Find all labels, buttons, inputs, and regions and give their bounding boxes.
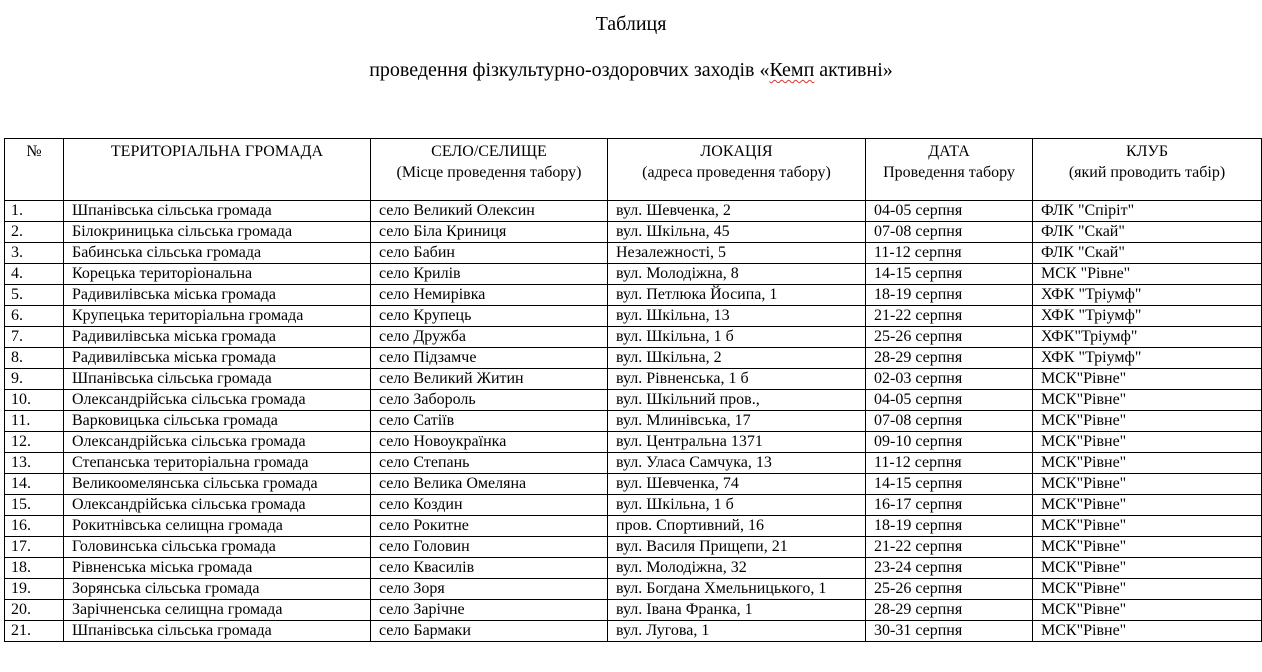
cell-date: 21-22 серпня (866, 537, 1033, 558)
cell-club: МСК"Рівне" (1033, 516, 1262, 537)
cell-club: ХФК "Тріумф" (1033, 348, 1262, 369)
cell-date: 30-31 серпня (866, 621, 1033, 642)
cell-community: Радивилівська міська громада (64, 327, 371, 348)
cell-date: 09-10 серпня (866, 432, 1033, 453)
table-row (5, 348, 1262, 369)
cell-club: ФЛК "Скай" (1033, 222, 1262, 243)
cell-location: вул. Василя Прищепи, 21 (608, 537, 866, 558)
cell-location: Незалежності, 5 (608, 243, 866, 264)
cell-number: 4. (5, 264, 64, 285)
cell-community: Шпанівська сільська громада (64, 201, 371, 222)
cell-number: 14. (5, 474, 64, 495)
cell-date: 04-05 серпня (866, 390, 1033, 411)
cell-community: Олександрійська сільська громада (64, 390, 371, 411)
cell-community: Радивилівська міська громада (64, 285, 371, 306)
cell-number: 15. (5, 495, 64, 516)
cell-number: 8. (5, 348, 64, 369)
cell-number: 20. (5, 600, 64, 621)
cell-location: вул. Шкільна, 1 б (608, 327, 866, 348)
cell-village: село Зарічне (371, 600, 608, 621)
cell-location: вул. Уласа Самчука, 13 (608, 453, 866, 474)
cell-community: Шпанівська сільська громада (64, 621, 371, 642)
cell-date: 02-03 серпня (866, 369, 1033, 390)
cell-date: 18-19 серпня (866, 285, 1033, 306)
cell-club: МСК"Рівне" (1033, 621, 1262, 642)
cell-community: Радивилівська міська громада (64, 348, 371, 369)
cell-date: 28-29 серпня (866, 600, 1033, 621)
cell-date: 07-08 серпня (866, 411, 1033, 432)
cell-number: 5. (5, 285, 64, 306)
cell-location: вул. Богдана Хмельницького, 1 (608, 579, 866, 600)
cell-community: Степанська територіальна громада (64, 453, 371, 474)
cell-village: село Крупець (371, 306, 608, 327)
cell-location: вул. Шкільна, 13 (608, 306, 866, 327)
table-row (5, 222, 1262, 243)
header-date: ДАТА Проведення табору (866, 139, 1033, 201)
cell-location: вул. Шкільна, 1 б (608, 495, 866, 516)
cell-location: вул. Шевченка, 2 (608, 201, 866, 222)
cell-location: вул. Рівненська, 1 б (608, 369, 866, 390)
cell-community: Рокитнівська селищна громада (64, 516, 371, 537)
cell-date: 16-17 серпня (866, 495, 1033, 516)
cell-date: 14-15 серпня (866, 264, 1033, 285)
cell-club: МСК"Рівне" (1033, 495, 1262, 516)
cell-location: вул. Івана Франка, 1 (608, 600, 866, 621)
table-row (5, 600, 1262, 621)
cell-location: вул. Млинівська, 17 (608, 411, 866, 432)
table-row (5, 243, 1262, 264)
cell-number: 7. (5, 327, 64, 348)
cell-club: МСК"Рівне" (1033, 537, 1262, 558)
cell-community: Олександрійська сільська громада (64, 432, 371, 453)
cell-date: 21-22 серпня (866, 306, 1033, 327)
cell-village: село Крилів (371, 264, 608, 285)
cell-village: село Новоукраїнка (371, 432, 608, 453)
cell-village: село Великий Житин (371, 369, 608, 390)
table-row (5, 579, 1262, 600)
cell-number: 11. (5, 411, 64, 432)
cell-number: 18. (5, 558, 64, 579)
cell-village: село Дружба (371, 327, 608, 348)
cell-location: пров. Спортивний, 16 (608, 516, 866, 537)
cell-number: 12. (5, 432, 64, 453)
header-club: КЛУБ (який проводить табір) (1033, 139, 1262, 201)
cell-location: вул. Шевченка, 74 (608, 474, 866, 495)
cell-community: Рівненська міська громада (64, 558, 371, 579)
cell-community: Білокриницька сільська громада (64, 222, 371, 243)
cell-club: МСК"Рівне" (1033, 558, 1262, 579)
cell-community: Шпанівська сільська громада (64, 369, 371, 390)
cell-community: Великоомелянська сільська громада (64, 474, 371, 495)
cell-village: село Рокитне (371, 516, 608, 537)
cell-village: село Бабин (371, 243, 608, 264)
table-row (5, 390, 1262, 411)
cell-village: село Степань (371, 453, 608, 474)
table-row (5, 432, 1262, 453)
cell-date: 25-26 серпня (866, 579, 1033, 600)
header-community: ТЕРИТОРІАЛЬНА ГРОМАДА (64, 139, 371, 201)
cell-club: МСК "Рівне" (1033, 264, 1262, 285)
cell-club: ФЛК "Скай" (1033, 243, 1262, 264)
cell-village: село Забороль (371, 390, 608, 411)
cell-club: ХФК "Тріумф" (1033, 306, 1262, 327)
table-row (5, 369, 1262, 390)
table-row (5, 537, 1262, 558)
cell-date: 25-26 серпня (866, 327, 1033, 348)
cell-location: вул. Шкільна, 45 (608, 222, 866, 243)
cell-date: 11-12 серпня (866, 453, 1033, 474)
table-row (5, 411, 1262, 432)
cell-club: МСК"Рівне" (1033, 369, 1262, 390)
cell-club: ХФК "Тріумф" (1033, 285, 1262, 306)
cell-village: село Головин (371, 537, 608, 558)
table-row (5, 201, 1262, 222)
cell-club: ФЛК "Спіріт" (1033, 201, 1262, 222)
cell-village: село Коздин (371, 495, 608, 516)
table-row (5, 264, 1262, 285)
table-header-row (5, 139, 1262, 201)
cell-location: вул. Шкільний пров., (608, 390, 866, 411)
cell-number: 9. (5, 369, 64, 390)
cell-club: МСК"Рівне" (1033, 579, 1262, 600)
cell-date: 04-05 серпня (866, 201, 1033, 222)
cell-community: Зарічненська селищна громада (64, 600, 371, 621)
cell-village: село Підзамче (371, 348, 608, 369)
cell-community: Крупецька територіальна громада (64, 306, 371, 327)
cell-village: село Сатіїв (371, 411, 608, 432)
cell-location: вул. Лугова, 1 (608, 621, 866, 642)
cell-number: 1. (5, 201, 64, 222)
header-village: СЕЛО/СЕЛИЩЕ (Місце проведення табору) (371, 139, 608, 201)
cell-community: Головинська сільська громада (64, 537, 371, 558)
cell-date: 07-08 серпня (866, 222, 1033, 243)
header-number: № (5, 139, 64, 201)
cell-community: Варковицька сільська громада (64, 411, 371, 432)
header-location: ЛОКАЦІЯ (адреса проведення табору) (608, 139, 866, 201)
cell-community: Корецька територіональна (64, 264, 371, 285)
cell-village: село Зоря (371, 579, 608, 600)
cell-number: 3. (5, 243, 64, 264)
cell-community: Бабинська сільська громада (64, 243, 371, 264)
cell-location: вул. Молодіжна, 8 (608, 264, 866, 285)
table-row (5, 516, 1262, 537)
cell-date: 11-12 серпня (866, 243, 1033, 264)
subtitle-suffix: активні» (814, 59, 893, 81)
document-title: Таблиця (595, 13, 667, 35)
table-row (5, 306, 1262, 327)
subtitle-highlight: Кемп (769, 59, 815, 81)
cell-club: МСК"Рівне" (1033, 411, 1262, 432)
cell-number: 13. (5, 453, 64, 474)
cell-club: МСК"Рівне" (1033, 600, 1262, 621)
table-row (5, 621, 1262, 642)
cell-village: село Квасилів (371, 558, 608, 579)
camps-table (4, 138, 1262, 642)
cell-club: МСК"Рівне" (1033, 474, 1262, 495)
cell-date: 18-19 серпня (866, 516, 1033, 537)
cell-number: 16. (5, 516, 64, 537)
table-row (5, 495, 1262, 516)
cell-community: Олександрійська сільська громада (64, 495, 371, 516)
cell-location: вул. Петлюка Йосипа, 1 (608, 285, 866, 306)
table-row (5, 327, 1262, 348)
cell-date: 28-29 серпня (866, 348, 1033, 369)
table-row (5, 558, 1262, 579)
cell-number: 19. (5, 579, 64, 600)
cell-village: село Біла Криниця (371, 222, 608, 243)
cell-club: МСК"Рівне" (1033, 390, 1262, 411)
cell-date: 14-15 серпня (866, 474, 1033, 495)
cell-number: 10. (5, 390, 64, 411)
cell-community: Зорянська сільська громада (64, 579, 371, 600)
cell-village: село Велика Омеляна (371, 474, 608, 495)
cell-location: вул. Молодіжна, 32 (608, 558, 866, 579)
table-row (5, 474, 1262, 495)
cell-club: МСК"Рівне" (1033, 453, 1262, 474)
cell-village: село Великий Олексин (371, 201, 608, 222)
cell-club: ХФК"Тріумф" (1033, 327, 1262, 348)
cell-village: село Бармаки (371, 621, 608, 642)
table-row (5, 453, 1262, 474)
cell-date: 23-24 серпня (866, 558, 1033, 579)
cell-location: вул. Центральна 1371 (608, 432, 866, 453)
cell-village: село Немирівка (371, 285, 608, 306)
cell-club: МСК"Рівне" (1033, 432, 1262, 453)
cell-location: вул. Шкільна, 2 (608, 348, 866, 369)
subtitle-prefix: проведення фізкультурно-оздоровчих заходів « (369, 59, 770, 81)
document-subtitle (0, 59, 1262, 82)
table-row (5, 285, 1262, 306)
cell-number: 6. (5, 306, 64, 327)
cell-number: 2. (5, 222, 64, 243)
cell-number: 21. (5, 621, 64, 642)
cell-number: 17. (5, 537, 64, 558)
